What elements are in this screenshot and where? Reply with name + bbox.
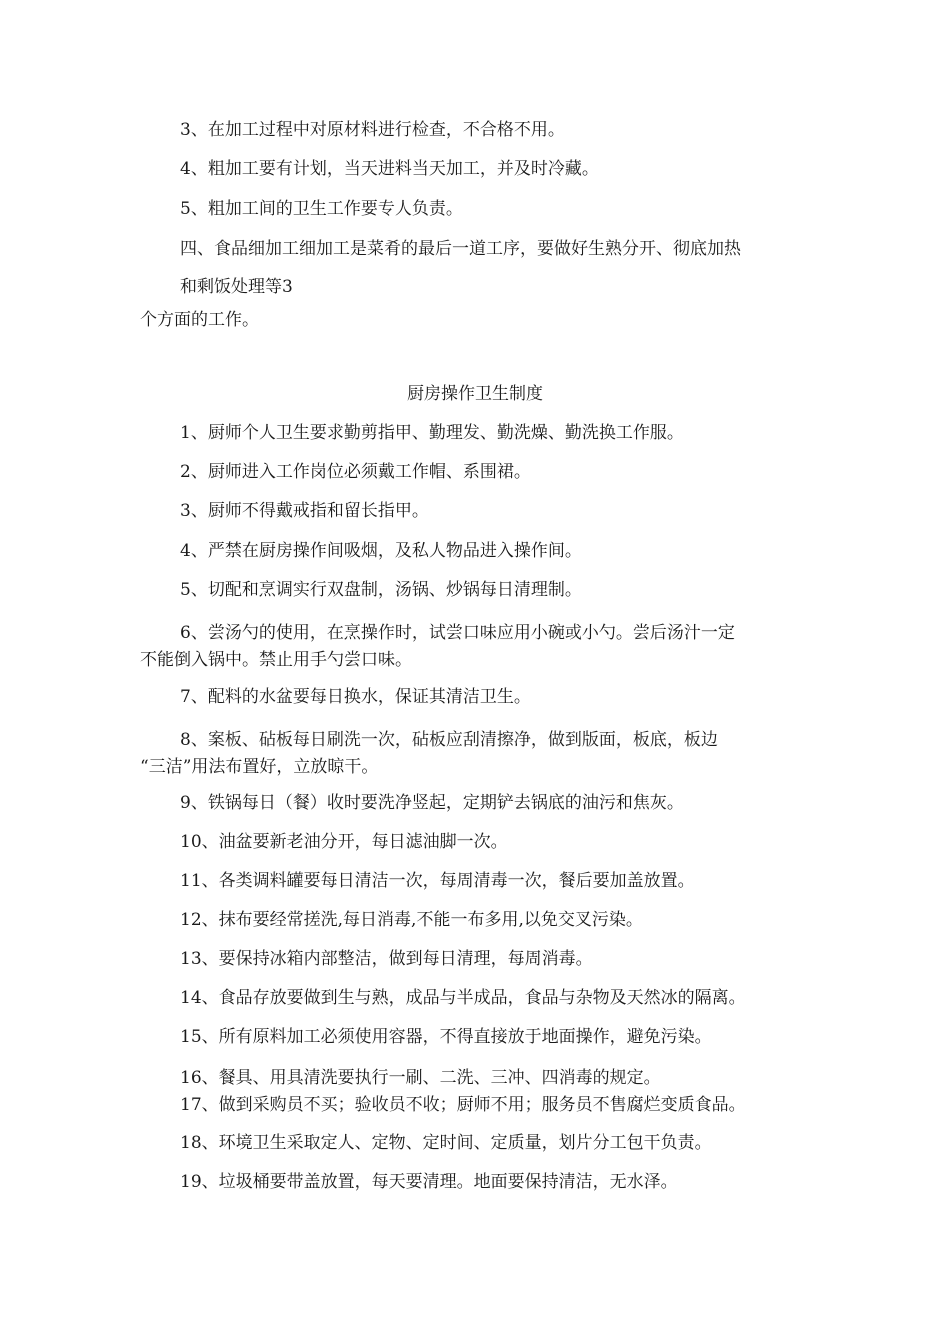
rule-line: 7、配料的水盆要每日换水，保证其清洁卫生。 bbox=[180, 687, 531, 707]
item-line: 4、粗加工要有计划，当天进料当天加工，并及时冷藏。 bbox=[180, 159, 599, 179]
rule-line: 9、铁锅每日（餐）收时要洗净竖起，定期铲去锅底的油污和焦灰。 bbox=[180, 793, 684, 813]
rule-line: 12、抹布要经常搓洗,每日消毒,不能一布多用,以免交叉污染。 bbox=[180, 910, 643, 930]
rule-line: 1、厨师个人卫生要求勤剪指甲、勤理发、勤洗燥、勤洗换工作服。 bbox=[180, 423, 684, 443]
rule-line: 14、食品存放要做到生与熟，成品与半成品，食品与杂物及天然冰的隔离。 bbox=[180, 988, 746, 1008]
rule-line: 不能倒入锅中。禁止用手勺尝口味。 bbox=[140, 650, 412, 670]
rule-line: 8、案板、砧板每日刷洗一次，砧板应刮清擦净，做到版面，板底，板边 bbox=[180, 730, 718, 750]
rule-line: “三洁”用法布置好，立放晾干。 bbox=[140, 757, 379, 777]
rule-line: 13、要保持冰箱内部整洁，做到每日清理，每周消毒。 bbox=[180, 949, 593, 969]
rule-line: 16、餐具、用具清洗要执行一刷、二洗、三冲、四消毒的规定。 bbox=[180, 1068, 661, 1088]
rule-line: 3、厨师不得戴戒指和留长指甲。 bbox=[180, 501, 429, 521]
rule-line: 10、油盆要新老油分开，每日滤油脚一次。 bbox=[180, 832, 508, 852]
rule-line: 2、厨师进入工作岗位必须戴工作帽、系围裙。 bbox=[180, 462, 531, 482]
rule-line: 5、切配和烹调实行双盘制，汤锅、炒锅每日清理制。 bbox=[180, 580, 582, 600]
rule-line: 15、所有原料加工必须使用容器，不得直接放于地面操作，避免污染。 bbox=[180, 1027, 712, 1047]
page-title: 厨房操作卫生制度 bbox=[407, 384, 543, 404]
rule-line: 19、垃圾桶要带盖放置，每天要清理。地面要保持清洁，无水泽。 bbox=[180, 1172, 678, 1192]
section-heading-line: 四、食品细加工细加工是菜肴的最后一道工序，要做好生熟分开、彻底加热 bbox=[180, 239, 741, 259]
section-heading-line: 和剩饭处理等3 bbox=[180, 277, 293, 297]
rule-line: 6、尝汤勺的使用，在烹操作时，试尝口味应用小碗或小勺。尝后汤汁一定 bbox=[180, 623, 735, 643]
rule-line: 4、严禁在厨房操作间吸烟，及私人物品进入操作间。 bbox=[180, 541, 582, 561]
item-line: 3、在加工过程中对原材料进行检查，不合格不用。 bbox=[180, 120, 565, 140]
section-heading-line: 个方面的工作。 bbox=[140, 310, 259, 330]
rule-line: 17、做到采购员不买；验收员不收；厨师不用；服务员不售腐烂变质食品。 bbox=[180, 1095, 746, 1115]
rule-line: 18、环境卫生采取定人、定物、定时间、定质量，划片分工包干负责。 bbox=[180, 1133, 712, 1153]
rule-line: 11、各类调料罐要每日清洁一次，每周清毒一次，餐后要加盖放置。 bbox=[180, 871, 695, 891]
item-line: 5、粗加工间的卫生工作要专人负责。 bbox=[180, 199, 463, 219]
